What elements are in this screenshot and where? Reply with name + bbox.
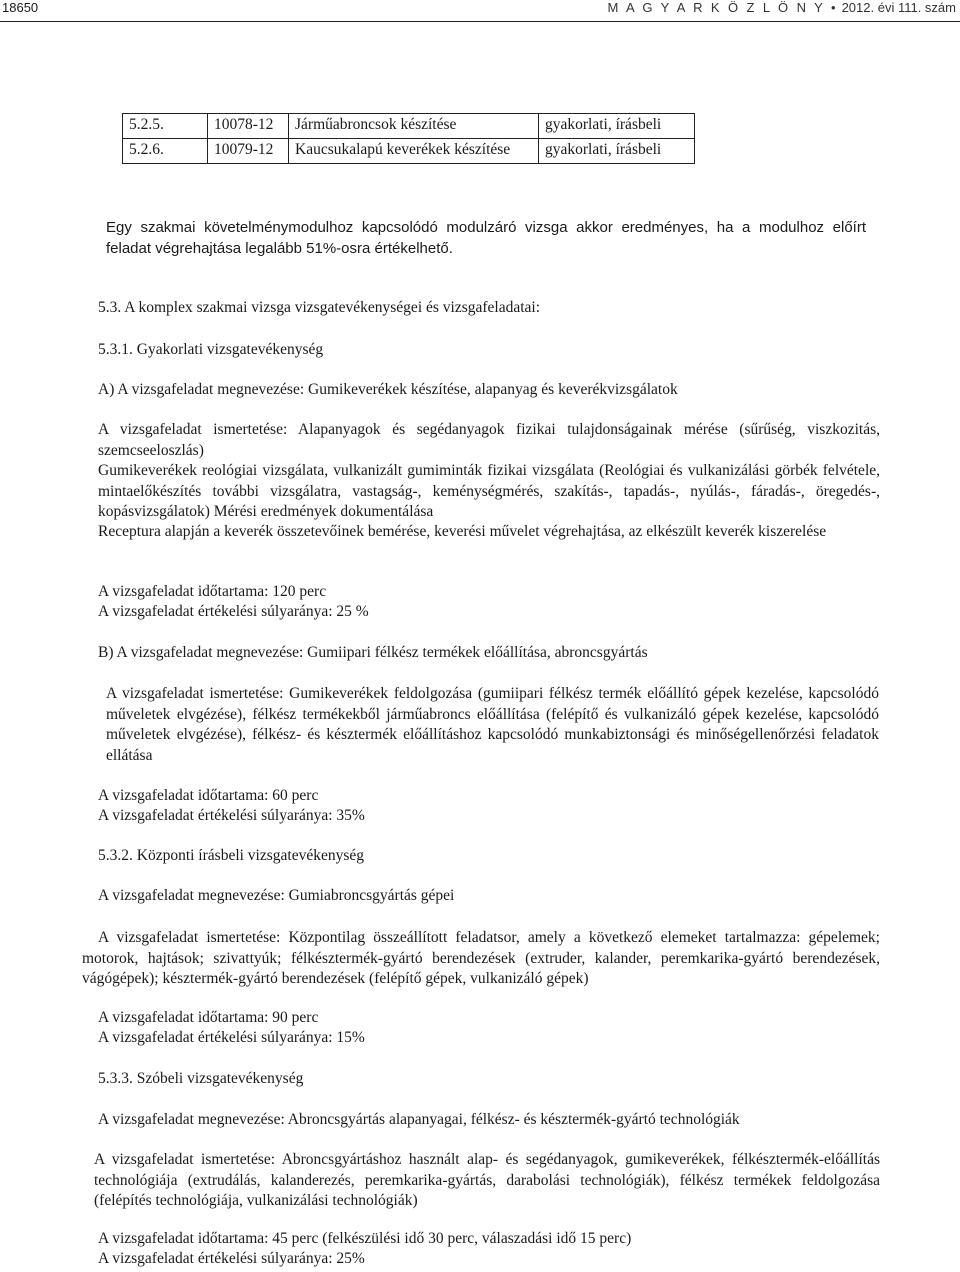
header-rule [0,21,960,22]
written-task-weight: A vizsgafeladat értékelési súlyaránya: 15% [98,1029,365,1046]
table-row [123,139,695,164]
written-task-duration: A vizsgafeladat időtartama: 90 perc [98,1009,319,1026]
module-name: Járműabroncsok készítése [289,114,539,139]
table-row [123,114,695,139]
page-header [0,0,960,22]
task-a-title: A) A vizsgafeladat megnevezése: Gumikeverékek készítése, alapanyag és keverékvizsgálatok [98,381,678,398]
oral-task-duration: A vizsgafeladat időtartama: 45 perc (felkészülési idő 30 perc, válaszadási idő 15 perc) [98,1230,632,1247]
module-table [122,113,695,164]
task-b-duration: A vizsgafeladat időtartama: 60 perc [98,787,319,804]
module-number: 5.2.5. [123,114,208,139]
journal-name: M A G Y A R K Ö Z L Ö N Y [607,0,825,15]
module-code: 10078-12 [208,114,289,139]
oral-task-description: A vizsgafeladat ismertetése: Abroncsgyártáshoz használt alap- és segédanyagok, gumikeverékek, félkésztermék-előállítás technológiája (extrudálás, kalanderezés, peremkarika-gyártás, darabolási technológiák), félkész termékek feldolgozása (felépítés technológiája, vulkanizálási technológiák) [94,1151,880,1209]
module-name: Kaucsukalapú keverékek készítése [289,139,539,164]
task-a-weight: A vizsgafeladat értékelési súlyaránya: 25 % [98,603,369,620]
written-task-description: A vizsgafeladat ismertetése: Központilag összeállított feladatsor, amely a következő elemeket tartalmazza: gépelemek; motorok, hajtások; szivattyúk; félkésztermék-gyártó berendezések (extruder, kalander, peremkarika-gyártó berendezések, vágógépek); késztermék-gyártó berendezések (felépítő gépek, vulkanizáló gépek) [82,929,880,987]
section-5-3-3-heading: 5.3.3. Szóbeli vizsgatevékenység [98,1070,304,1087]
task-a-duration: A vizsgafeladat időtartama: 120 perc [98,583,327,600]
section-5-3-2-heading: 5.3.2. Központi írásbeli vizsgatevékenység [98,847,365,864]
section-5-3-heading: 5.3. A komplex szakmai vizsga vizsgatevékenységei és vizsgafeladatai: [98,299,541,316]
issue-number: 2012. évi 111. szám [841,0,956,15]
oral-task-weight: A vizsgafeladat értékelési súlyaránya: 25% [98,1250,365,1267]
exam-type: gyakorlati, írásbeli [539,139,695,164]
exam-type: gyakorlati, írásbeli [539,114,695,139]
section-5-3-1-heading: 5.3.1. Gyakorlati vizsgatevékenység [98,341,324,358]
header-bullet: • [831,0,836,15]
intro-paragraph: Egy szakmai követelménymodulhoz kapcsolódó modulzáró vizsga akkor eredményes, ha a modulhoz előírt feladat végrehajtása legalább 51%-osra értékelhető. [106,219,866,257]
task-b-weight: A vizsgafeladat értékelési súlyaránya: 35% [98,807,365,824]
module-code: 10079-12 [208,139,289,164]
task-a-description-2: Gumikeverékek reológiai vizsgálata, vulkanizált gumiminták fizikai vizsgálata (Reológiai és vulkanizálási görbék felvétele, mintaelőkészítés további vizsgálatra, vastagság-, keménységmérés, szakítás-, tapadás-, nyúlás-, fáradás-, öregedés-, kopásvizsgálatok) Mérési eredmények dokumentálása [98,462,880,520]
oral-task-title: A vizsgafeladat megnevezése: Abroncsgyártás alapanyagai, félkész- és késztermék-gyártó technológiák [98,1111,740,1128]
task-b-description: A vizsgafeladat ismertetése: Gumikeverékek feldolgozása (gumiipari félkész termék előállító gépek kezelése, kapcsolódó műveletek elvgézése), félkész termékekből járműabroncs előállítása (felépítő és vulkanizáló gépek kezelése, kapcsolódó műveletek elvgézése), félkész- és késztermék előállításhoz kapcsolódó munkabiztonsági és minőségellenőrzési feladatok ellátása [106,685,879,764]
page-number: 18650 [2,0,39,15]
task-b-title: B) A vizsgafeladat megnevezése: Gumiipari félkész termékek előállítása, abroncsgyártás [98,644,648,661]
journal-title [607,0,956,15]
task-a-description-1: A vizsgafeladat ismertetése: Alapanyagok és segédanyagok fizikai tulajdonságainak mérése (sűrűség, viszkozitás, szemcseeloszlás) [98,421,880,459]
module-number: 5.2.6. [123,139,208,164]
written-task-title: A vizsgafeladat megnevezése: Gumiabroncsgyártás gépei [98,887,455,904]
task-a-description-3: Receptura alapján a keverék összetevőinek bemérése, keverési művelet végrehajtása, az elkészült keverék kiszerelése [98,523,827,540]
